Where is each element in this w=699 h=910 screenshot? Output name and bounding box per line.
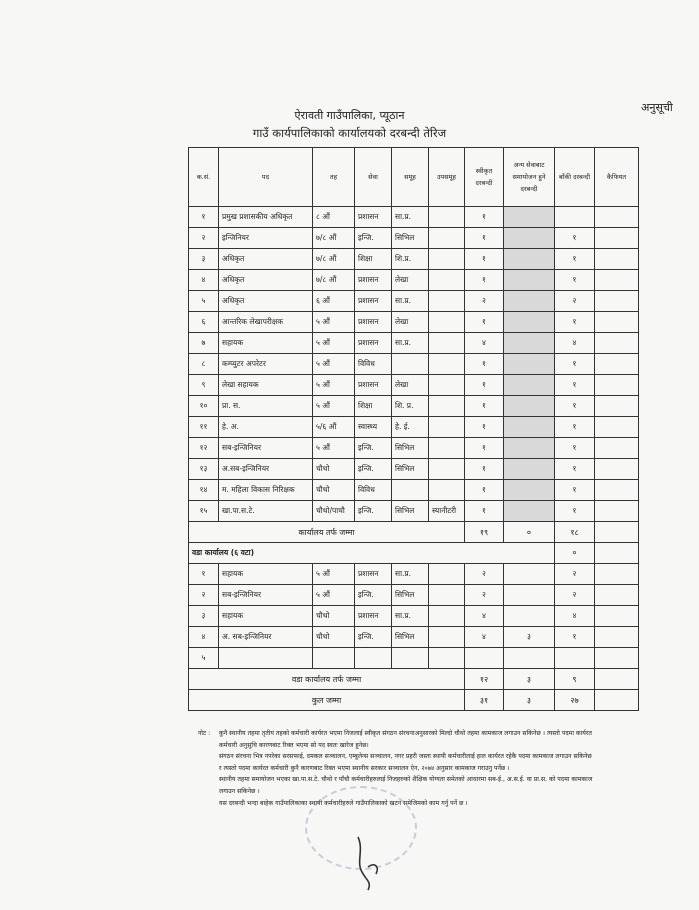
serial-cell: १२ [189,438,219,459]
header-service: सेवा [355,148,392,207]
service-cell: प्रशासन [355,291,392,312]
adjusted-cell [504,459,555,480]
post-cell: सहायक [219,564,313,585]
note-label: नोट : [198,730,211,737]
approved-cell: १ [465,501,504,522]
approved-cell: १ [465,459,504,480]
level-cell: ५ औं [313,354,355,375]
remarks-cell [595,606,639,627]
subgroup-cell [429,291,465,312]
adjusted-cell [504,207,555,228]
remarks-cell [595,627,639,648]
ward-total-row [189,669,639,690]
remaining-cell: १ [555,354,595,375]
group-cell: सिभिल [392,585,429,606]
remaining-cell: १ [555,438,595,459]
ward-total-remaining: ९ [555,669,595,690]
group-cell: सिभिल [392,228,429,249]
table-row [189,291,639,312]
adjusted-cell [504,564,555,585]
post-cell: आन्तरिक लेखापरीक्षक [219,312,313,333]
remarks-cell [595,270,639,291]
service-cell: इन्जि. [355,438,392,459]
level-cell: ५ औं [313,564,355,585]
ward-total-approved: १२ [465,669,504,690]
post-cell: हे. अ. [219,417,313,438]
remaining-cell: १ [555,480,595,501]
table-header-row [189,148,639,207]
serial-cell: ३ [189,606,219,627]
post-cell: सब-इन्जिनियर [219,438,313,459]
level-cell: ७/८ औं [313,228,355,249]
header-serial: क.सं. [189,148,219,207]
service-cell: प्रशासन [355,606,392,627]
header-adjusted: अन्य सेवाबाट समायोजन हुने दरबन्दी [504,148,555,207]
post-cell: सब-इन्जिनियर [219,585,313,606]
approved-cell: २ [465,585,504,606]
adjusted-cell [504,480,555,501]
table-row [189,249,639,270]
note-2: संगठन संरचना भित्र नपरेका सरसफाई, दमकल सञ्चालन, एम्बुलेन्स सञ्चालन, नगर प्रहरी जस्ता स्थायी कर्मचारीलाई हाल कार्यरत रहेकै पदमा कामकाज लगाउन सकिनेछ र त्यस्तो पदमा कार्यरत कर्मचारी कुनै कारणबाट रिक्त भएमा स्थानीय सरकार सञ्चालन ऐन, २०७४ अनुसार कामकाज गराउनु पर्नेछ । [219,753,592,772]
level-cell [313,648,355,669]
post-cell: इन्जिनियर [219,228,313,249]
table-row [189,375,639,396]
remarks-cell [595,249,639,270]
remarks-cell [595,417,639,438]
remaining-cell: ४ [555,333,595,354]
header-level: तह [313,148,355,207]
post-cell: म. महिला विकास निरिक्षक [219,480,313,501]
remarks-cell [595,312,639,333]
remarks-cell [595,291,639,312]
serial-cell: ११ [189,417,219,438]
subgroup-cell [429,627,465,648]
subgroup-cell [429,648,465,669]
remaining-cell: १ [555,459,595,480]
service-cell: इन्जि. [355,459,392,480]
subgroup-cell [429,480,465,501]
service-cell: विविध [355,480,392,501]
post-cell: सहायक [219,606,313,627]
table-row [189,270,639,291]
approved-cell: १ [465,249,504,270]
table-title: गाउँ कार्यपालिकाको कार्यालयको दरबन्दी तेरिज [252,126,447,140]
remarks-cell [595,564,639,585]
header-remaining: बाँकी दरबन्दी [555,148,595,207]
remarks-cell [595,396,639,417]
remaining-cell: १ [555,228,595,249]
service-cell: विविध [355,354,392,375]
approved-cell: १ [465,207,504,228]
office-total-remarks [595,522,639,543]
approved-cell: ४ [465,627,504,648]
level-cell: ६ औं [313,291,355,312]
subgroup-cell [429,585,465,606]
municipality-title: ऐरावती गाउँपालिका, प्यूठान [294,109,405,122]
service-cell: प्रशासन [355,270,392,291]
level-cell: ५/६ औं [313,417,355,438]
table-row [189,228,639,249]
ward-heading-label: वडा कार्यालय (६ वटा) [189,543,555,564]
header-remarks: कैफियत [595,148,639,207]
level-cell: ७/८ औं [313,270,355,291]
table-row [189,354,639,375]
level-cell: चौथो [313,480,355,501]
table-row [189,564,639,585]
remaining-cell [555,648,595,669]
remarks-cell [595,207,639,228]
subgroup-cell [429,459,465,480]
remarks-cell [595,648,639,669]
subgroup-cell [429,249,465,270]
group-cell: सा.प्र. [392,207,429,228]
level-cell: चौथो [313,459,355,480]
table-row [189,333,639,354]
grand-total-remaining: २७ [555,690,595,711]
group-cell: सिभिल [392,438,429,459]
serial-cell: ५ [189,291,219,312]
adjusted-cell [504,585,555,606]
approved-cell: ४ [465,333,504,354]
service-cell: प्रशासन [355,312,392,333]
serial-cell: १५ [189,501,219,522]
post-cell: अ.सब-इन्जिनियर [219,459,313,480]
office-total-approved: १९ [465,522,504,543]
table-row [189,585,639,606]
table-row [189,648,639,669]
service-cell [355,648,392,669]
approved-cell: २ [465,291,504,312]
remarks-cell [595,585,639,606]
service-cell: शिक्षा [355,249,392,270]
ward-total-adjusted: ३ [504,669,555,690]
group-cell: लेखा [392,270,429,291]
header-group: समूह [392,148,429,207]
remaining-cell: १ [555,375,595,396]
subgroup-cell [429,606,465,627]
post-cell: लेखा सहायक [219,375,313,396]
annex-label: अनुसूची [641,101,673,114]
post-cell: सहायक [219,333,313,354]
office-total-row [189,522,639,543]
approved-cell: ४ [465,606,504,627]
serial-cell: १ [189,564,219,585]
adjusted-cell [504,249,555,270]
post-cell: अ. सब-इन्जिनियर [219,627,313,648]
note-3: स्थानीय तहमा समायोजन भएका खा.पा.स.टे. चौथो र पाँचौ कर्मचारीहरुलाई निजहरुको शैक्षिक योग्यता समेतको आधारमा सब-ई., अ.स.ई. वा प्रा.स. को पदमा कामकाज लगाउन सकिनेछ । [219,776,593,795]
level-cell: ७/८ औं [313,249,355,270]
approved-cell: १ [465,417,504,438]
table-row [189,417,639,438]
group-cell: सिभिल [392,627,429,648]
adjusted-cell [504,417,555,438]
subgroup-cell: स्यानीटरी [429,501,465,522]
table-row [189,606,639,627]
approved-cell: २ [465,564,504,585]
remarks-cell [595,228,639,249]
post-cell [219,648,313,669]
service-cell: इन्जि. [355,501,392,522]
group-cell: सा.प्र. [392,564,429,585]
header-approved: स्वीकृत दरबन्दी [465,148,504,207]
remaining-cell: २ [555,585,595,606]
ward-heading-remaining: ० [555,543,595,564]
approved-cell: १ [465,312,504,333]
subgroup-cell [429,564,465,585]
remaining-cell: २ [555,291,595,312]
approved-cell: १ [465,375,504,396]
remarks-cell [595,501,639,522]
post-cell: अधिकृत [219,270,313,291]
serial-cell: २ [189,585,219,606]
service-cell: इन्जि. [355,228,392,249]
serial-cell: १३ [189,459,219,480]
note-4: यस दरबन्दी भन्दा बाहेक गाउँपालिकाका स्थायी कर्मचारीहरुले गाउँपालिकाको खटन समेजिमको काम गर्नु पर्ने छ । [219,799,468,807]
table-row [189,480,639,501]
remaining-cell: १ [555,396,595,417]
serial-cell: ५ [189,648,219,669]
subgroup-cell [429,228,465,249]
group-cell [392,480,429,501]
level-cell: ५ औं [313,375,355,396]
service-cell: प्रशासन [355,333,392,354]
adjusted-cell [504,648,555,669]
group-cell: सा.प्र. [392,333,429,354]
service-cell: प्रशासन [355,375,392,396]
grand-total-adjusted: ३ [504,690,555,711]
group-cell: सिभिल [392,459,429,480]
ward-heading-remarks [595,543,639,564]
adjusted-cell [504,270,555,291]
level-cell: ५ औं [313,333,355,354]
approved-cell: १ [465,270,504,291]
staffing-table [188,147,639,711]
grand-total-row [189,690,639,711]
adjusted-cell [504,501,555,522]
remaining-cell: ४ [555,606,595,627]
subgroup-cell [429,312,465,333]
post-cell: खा.पा.स.टे. [219,501,313,522]
table-row [189,438,639,459]
group-cell: सा.प्र. [392,291,429,312]
note-1: कुनै स्थानीय तहमा तृतीय तहको कर्मचारी कार्यरत भएमा निजलाई स्वीकृत संगठन संरचनाअनुसारको मिल्दो चौथो तहमा कामकाज लगाउन सकिनेछ । त्यस्तो पदमा कार्यरत कर्मचारी अनुसुचि कारणबाट रिक्त भएमा सो पद स्वतः खारेज हुनेछ। [219,730,592,749]
serial-cell: ६ [189,312,219,333]
ward-total-label: वडा कार्यालय तर्फ जम्मा [189,669,465,690]
subgroup-cell [429,207,465,228]
remarks-cell [595,354,639,375]
remarks-cell [595,375,639,396]
group-cell [392,648,429,669]
remarks-cell [595,333,639,354]
subgroup-cell [429,354,465,375]
header-subgroup: उपसमूह [429,148,465,207]
remaining-cell: १ [555,627,595,648]
group-cell: हे. ई. [392,417,429,438]
adjusted-cell [504,228,555,249]
level-cell: चौथो [313,606,355,627]
remarks-cell [595,480,639,501]
grand-total-approved: ३१ [465,690,504,711]
adjusted-cell [504,333,555,354]
remaining-cell: २ [555,564,595,585]
post-cell: अधिकृत [219,291,313,312]
office-total-remaining: १८ [555,522,595,543]
service-cell: शिक्षा [355,396,392,417]
post-cell: कम्प्युटर अपरेटर [219,354,313,375]
remaining-cell: १ [555,270,595,291]
level-cell: ५ औं [313,312,355,333]
level-cell: ८ औं [313,207,355,228]
subgroup-cell [429,396,465,417]
remaining-cell: १ [555,249,595,270]
table-row [189,459,639,480]
subgroup-cell [429,333,465,354]
table-row [189,207,639,228]
service-cell: इन्जि. [355,585,392,606]
subgroup-cell [429,438,465,459]
table-row [189,501,639,522]
serial-cell: ७ [189,333,219,354]
serial-cell: ४ [189,270,219,291]
service-cell: स्वास्थ्य [355,417,392,438]
subgroup-cell [429,375,465,396]
approved-cell: १ [465,354,504,375]
header-post: पद [219,148,313,207]
approved-cell: १ [465,396,504,417]
approved-cell: १ [465,438,504,459]
group-cell [392,354,429,375]
serial-cell: १ [189,207,219,228]
service-cell: इन्जि. [355,627,392,648]
group-cell: सा.प्र. [392,606,429,627]
table-row [189,627,639,648]
approved-cell: १ [465,480,504,501]
remaining-cell: १ [555,501,595,522]
remarks-cell [595,459,639,480]
table-row [189,312,639,333]
group-cell: लेखा [392,312,429,333]
serial-cell: १० [189,396,219,417]
subgroup-cell [429,417,465,438]
office-total-adjusted: ० [504,522,555,543]
ward-heading-row [189,543,639,564]
level-cell: चौथो [313,627,355,648]
serial-cell: २ [189,228,219,249]
table-row [189,396,639,417]
adjusted-cell [504,396,555,417]
serial-cell: ९ [189,375,219,396]
serial-cell: ३ [189,249,219,270]
adjusted-cell [504,312,555,333]
grand-total-remarks [595,690,639,711]
adjusted-cell [504,354,555,375]
adjusted-cell [504,291,555,312]
adjusted-cell [504,375,555,396]
subgroup-cell [429,270,465,291]
group-cell: शि. प्र. [392,396,429,417]
post-cell: अधिकृत [219,249,313,270]
service-cell: प्रशासन [355,564,392,585]
handwritten-signature [350,832,390,892]
level-cell: ५ औं [313,438,355,459]
serial-cell: ८ [189,354,219,375]
ward-total-remarks [595,669,639,690]
group-cell: लेखा [392,375,429,396]
level-cell: ५ औं [313,396,355,417]
approved-cell [465,648,504,669]
service-cell: प्रशासन [355,207,392,228]
group-cell: सिभिल [392,501,429,522]
remaining-cell: १ [555,312,595,333]
adjusted-cell: ३ [504,627,555,648]
level-cell: ५ औं [313,585,355,606]
level-cell: चौथो/पाचौ [313,501,355,522]
post-cell: प्रमुख प्रशासकीय अधिकृत [219,207,313,228]
remarks-cell [595,438,639,459]
remaining-cell: १ [555,417,595,438]
post-cell: प्रा. स. [219,396,313,417]
group-cell: शि.प्र. [392,249,429,270]
remaining-cell [555,207,595,228]
adjusted-cell [504,606,555,627]
serial-cell: ४ [189,627,219,648]
serial-cell: १४ [189,480,219,501]
adjusted-cell [504,438,555,459]
grand-total-label: कुल जम्मा [189,690,465,711]
approved-cell: १ [465,228,504,249]
office-total-label: कार्यालय तर्फ जम्मा [189,522,465,543]
